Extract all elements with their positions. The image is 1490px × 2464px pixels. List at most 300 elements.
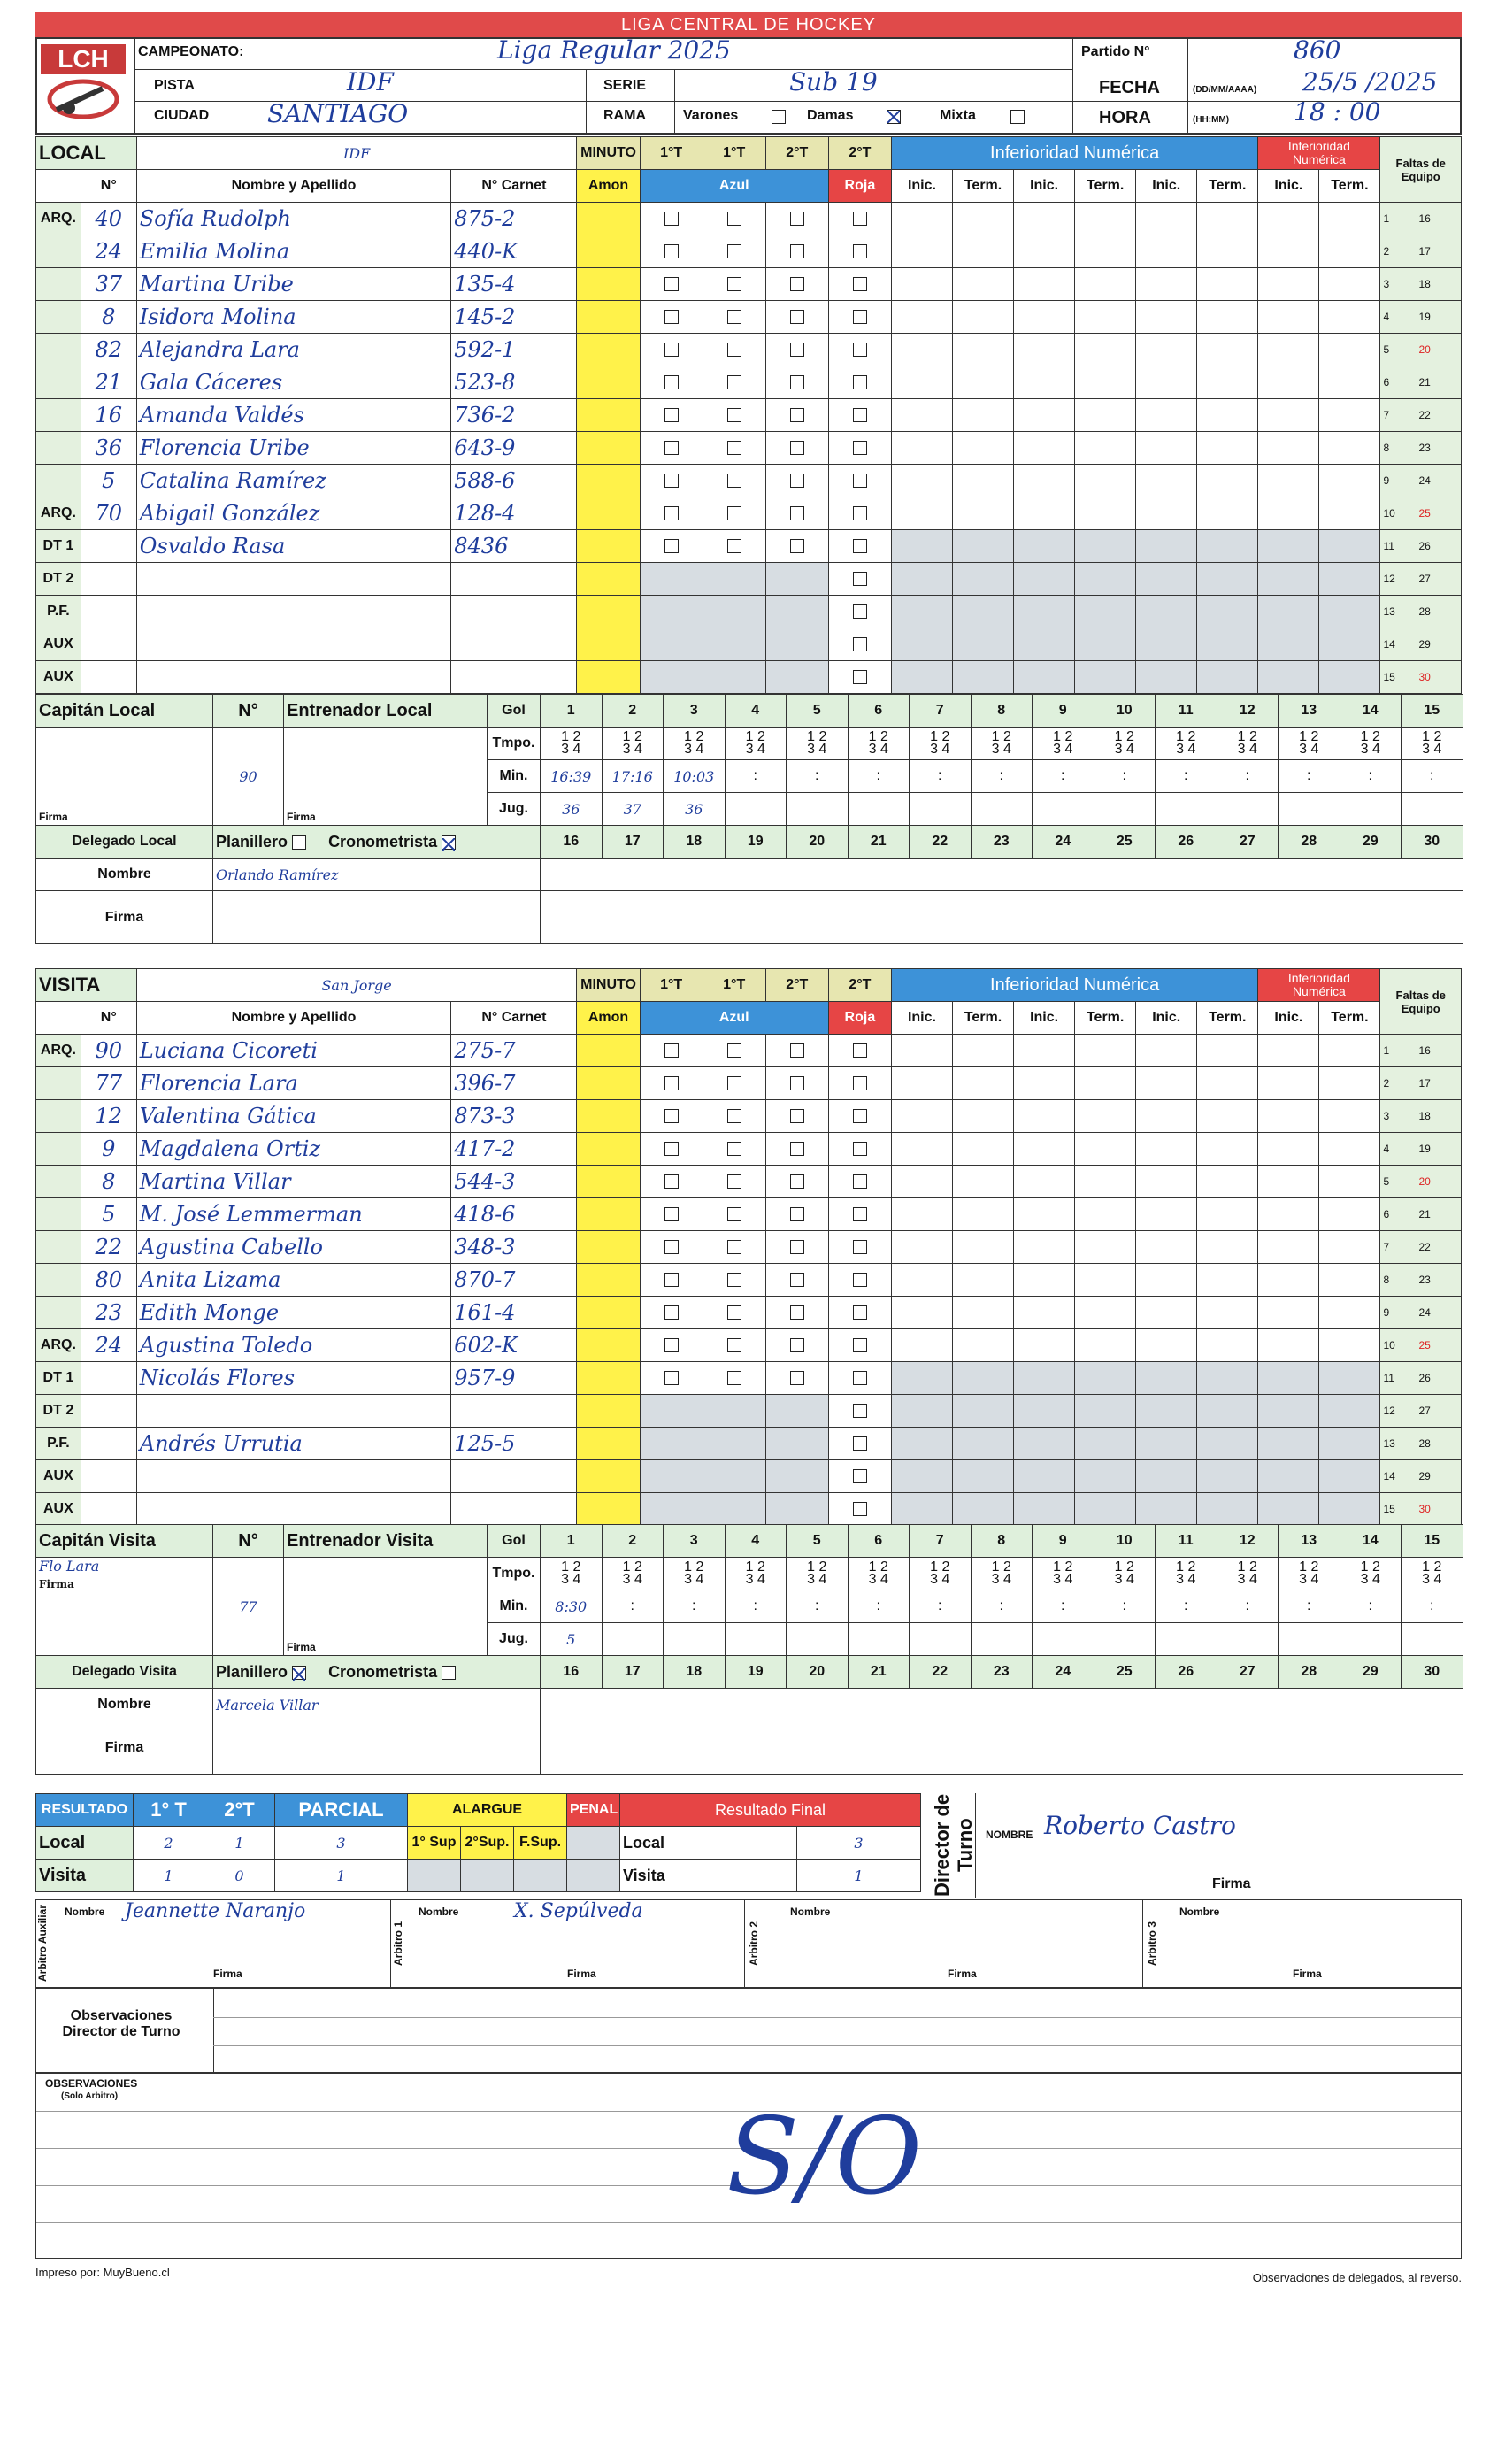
azul-2-checkbox[interactable] [727,1109,741,1123]
visita-team-name: San Jorge [136,969,577,1002]
roja-checkbox[interactable] [853,1109,867,1123]
roja-checkbox[interactable] [853,244,867,258]
roja-checkbox[interactable] [853,1240,867,1254]
azul-1-checkbox[interactable] [664,1174,679,1189]
term-header: Term. [953,170,1014,203]
player-role: ARQ. [36,497,81,530]
check-x-icon [887,111,900,123]
player-carnet: 523-8 [451,366,577,399]
varones-label: Varones [683,108,739,123]
capitan-local-label: Capitán Local [36,695,213,728]
azul-1-checkbox[interactable] [664,1305,679,1320]
arbitro-1-nombre-label: Nombre [419,1906,459,1918]
tmpo-label: Tmpo. [488,1558,541,1590]
visita-section [35,968,1462,1526]
player-role [36,268,81,301]
player-row: P.F. 13 28 [36,596,1462,628]
local-t2-score: 1 [204,1827,275,1860]
pista-label: PISTA [154,78,195,93]
cronometrista-label: Cronometrista [328,832,438,851]
player-number: 8 [81,301,136,334]
azul-2-checkbox[interactable] [727,441,741,455]
player-role: AUX [36,1460,81,1493]
azul-1-checkbox[interactable] [664,375,679,389]
capitan-num-header: N° [213,695,284,728]
player-row: 16 Amanda Valdés 736-2 7 22 [36,399,1462,432]
num-header: N° [81,1002,136,1035]
azul-1-checkbox[interactable] [664,244,679,258]
partido-label: Partido N° [1081,44,1150,59]
min-label: Min. [488,760,541,793]
fecha-format: (DD/MM/AAAA) [1193,85,1257,95]
term-header: Term. [953,1002,1014,1035]
azul-2-checkbox[interactable] [727,1076,741,1090]
player-row: 80 Anita Lizama 870-7 8 23 [36,1264,1462,1297]
local-goal-jug-1: 36 [541,793,603,826]
local-t2b-col: 2°T [828,137,891,170]
varones-checkbox[interactable] [772,110,786,124]
player-number: 82 [81,334,136,366]
player-row: DT 2 12 27 [36,1395,1462,1428]
player-row: 82 Alejandra Lara 592-1 5 20 [36,334,1462,366]
player-role [36,1198,81,1231]
faltas-header: Faltas de Equipo [1380,137,1462,203]
roja-checkbox[interactable] [853,1436,867,1451]
local-goal-min-1: 16:39 [541,760,603,793]
arbitro-aux-firma: Firma [213,1967,242,1980]
cronometrista-checkbox[interactable] [442,1666,456,1680]
azul-2-checkbox[interactable] [727,375,741,389]
azul-1-checkbox[interactable] [664,310,679,324]
inic-header: Inic. [1258,170,1319,203]
visita-t2-col: 2°T [765,969,828,1002]
player-role: DT 1 [36,1362,81,1395]
azul-1-checkbox[interactable] [664,539,679,553]
local-goal-min-2: 17:16 [602,760,664,793]
roja-checkbox[interactable] [853,637,867,651]
local-t1-col: 1°T [640,137,703,170]
hora-value: 18 : 00 [1294,97,1381,127]
azul-2-checkbox[interactable] [727,1207,741,1221]
player-role: DT 2 [36,563,81,596]
roja-checkbox[interactable] [853,1305,867,1320]
inferioridad-red-header: Inferioridad Numérica [1258,969,1380,1002]
player-carnet [451,563,577,596]
player-role [36,1166,81,1198]
azul-1-checkbox[interactable] [664,408,679,422]
entrenador-visita-label: Entrenador Visita [284,1525,488,1558]
player-role: DT 2 [36,1395,81,1428]
azul-2-checkbox[interactable] [727,506,741,520]
player-name: Agustina Toledo [136,1329,451,1362]
azul-1-checkbox[interactable] [664,474,679,488]
player-carnet [451,1395,577,1428]
player-name: Amanda Valdés [136,399,451,432]
player-name: M. José Lemmerman [136,1198,451,1231]
player-carnet: 873-3 [451,1100,577,1133]
visita-label: VISITA [36,969,137,1002]
azul-2-checkbox[interactable] [727,1338,741,1352]
score-sheet [35,12,1462,2284]
player-row: AUX 14 29 [36,1460,1462,1493]
roja-checkbox[interactable] [853,1502,867,1516]
azul-2-checkbox[interactable] [727,1240,741,1254]
minuto-label: MINUTO [577,137,640,170]
player-row: 5 Catalina Ramírez 588-6 9 24 [36,465,1462,497]
player-number [81,1395,136,1428]
roja-checkbox[interactable] [853,1338,867,1352]
inferioridad-header: Inferioridad Numérica [891,137,1257,170]
player-carnet: 592-1 [451,334,577,366]
azul-3-checkbox[interactable] [790,343,804,357]
roja-checkbox[interactable] [853,474,867,488]
player-row: P.F. Andrés Urrutia 125-5 13 28 [36,1428,1462,1460]
arbitro-2-firma: Firma [948,1967,977,1980]
player-role: AUX [36,661,81,694]
player-role [36,301,81,334]
serie-label: SERIE [603,78,647,93]
final-visita-label: Visita [620,1860,797,1892]
player-carnet: 602-K [451,1329,577,1362]
player-number: 90 [81,1035,136,1067]
final-local-label: Local [620,1827,797,1860]
azul-1-checkbox[interactable] [664,277,679,291]
player-name [136,563,451,596]
player-number [81,1428,136,1460]
damas-checkbox[interactable] [887,110,901,124]
player-row: ARQ. 40 Sofía Rudolph 875-2 1 16 [36,203,1462,235]
visita-capitan-num: 77 [213,1558,284,1656]
roja-checkbox[interactable] [853,1371,867,1385]
azul-1-checkbox[interactable] [664,343,679,357]
player-name: Alejandra Lara [136,334,451,366]
azul-1-checkbox[interactable] [664,1043,679,1058]
player-name: Martina Uribe [136,268,451,301]
azul-3-checkbox[interactable] [790,1109,804,1123]
roja-checkbox[interactable] [853,604,867,619]
azul-3-checkbox[interactable] [790,1273,804,1287]
player-row: 8 Martina Villar 544-3 5 20 [36,1166,1462,1198]
azul-3-checkbox[interactable] [790,375,804,389]
planillero-checkbox[interactable] [292,1666,306,1680]
gol-header: Gol [488,1525,541,1558]
campeonato-value: Liga Regular 2025 [497,35,731,65]
resultado-parcial-header: PARCIAL [275,1794,408,1827]
azul-3-checkbox[interactable] [790,1240,804,1254]
roja-checkbox[interactable] [853,408,867,422]
player-role [36,366,81,399]
league-title: LIGA CENTRAL DE HOCKEY [35,12,1462,37]
local-parcial-score: 3 [275,1827,408,1860]
player-name: Gala Cáceres [136,366,451,399]
player-row: DT 1 Nicolás Flores 957-9 11 26 [36,1362,1462,1395]
header-box [35,37,1462,135]
roja-checkbox[interactable] [853,539,867,553]
arbitro-1-label: Arbitro 1 [392,1921,404,1967]
roja-checkbox[interactable] [853,441,867,455]
roja-checkbox[interactable] [853,1076,867,1090]
term-header: Term. [1319,170,1380,203]
observaciones-director-label: Observaciones Director de Turno [62,2008,180,2039]
player-name: Florencia Uribe [136,432,451,465]
check-x-icon [293,1668,305,1681]
player-name: Florencia Lara [136,1067,451,1100]
azul-1-checkbox[interactable] [664,441,679,455]
minuto-label: MINUTO [577,969,640,1002]
player-row: 24 Emilia Molina 440-K 2 17 [36,235,1462,268]
mixta-checkbox[interactable] [1010,110,1025,124]
player-number: 9 [81,1133,136,1166]
player-carnet: 8436 [451,530,577,563]
inic-header: Inic. [1136,170,1197,203]
arbitro-1-firma: Firma [567,1967,596,1980]
player-carnet [451,661,577,694]
azul-3-checkbox[interactable] [790,1043,804,1058]
roja-header: Roja [828,170,891,203]
azul-2-checkbox[interactable] [727,1371,741,1385]
roja-checkbox[interactable] [853,212,867,226]
player-name: Osvaldo Rasa [136,530,451,563]
player-row: 21 Gala Cáceres 523-8 6 21 [36,366,1462,399]
player-carnet [451,628,577,661]
min-label: Min. [488,1590,541,1623]
director-firma-label: Firma [1212,1876,1251,1891]
player-number [81,530,136,563]
observaciones-arbitro-label: OBSERVACIONES [45,2077,138,2090]
final-visita-score: 1 [797,1860,921,1892]
azul-2-checkbox[interactable] [727,1043,741,1058]
roja-checkbox[interactable] [853,310,867,324]
player-role: P.F. [36,1428,81,1460]
player-name: Anita Lizama [136,1264,451,1297]
azul-3-checkbox[interactable] [790,1076,804,1090]
azul-2-checkbox[interactable] [727,474,741,488]
player-role: ARQ. [36,1329,81,1362]
local-roster-table [35,136,1462,694]
player-name [136,628,451,661]
player-name: Andrés Urrutia [136,1428,451,1460]
carnet-header: N° Carnet [451,170,577,203]
azul-2-checkbox[interactable] [727,212,741,226]
player-row: 23 Edith Monge 161-4 9 24 [36,1297,1462,1329]
local-goal-jug-2: 37 [602,793,664,826]
director-label: Director de Turno [931,1793,976,1898]
resultado-section [35,1793,1462,1898]
arbitro-2-label: Arbitro 2 [748,1921,760,1967]
player-name [136,1395,451,1428]
arbitros-section [35,1899,1462,1988]
player-carnet: 875-2 [451,203,577,235]
visita-t1-col: 1°T [640,969,703,1002]
azul-3-checkbox[interactable] [790,1142,804,1156]
roja-checkbox[interactable] [853,1043,867,1058]
azul-2-checkbox[interactable] [727,539,741,553]
player-row: 36 Florencia Uribe 643-9 8 23 [36,432,1462,465]
planillero-checkbox[interactable] [292,835,306,850]
cronometrista-checkbox[interactable] [442,835,456,850]
player-row: AUX 15 30 [36,1493,1462,1526]
local-label: LOCAL [36,137,137,170]
azul-3-checkbox[interactable] [790,212,804,226]
num-header: N° [81,170,136,203]
azul-1-checkbox[interactable] [664,1076,679,1090]
player-name: Agustina Cabello [136,1231,451,1264]
term-header: Term. [1197,170,1258,203]
azul-1-checkbox[interactable] [664,1240,679,1254]
roja-checkbox[interactable] [853,277,867,291]
footer-left: Impreso por: MuyBueno.cl [35,2266,170,2279]
faltas-header: Faltas de Equipo [1380,969,1462,1035]
player-number: 70 [81,497,136,530]
player-row: 22 Agustina Cabello 348-3 7 22 [36,1231,1462,1264]
roja-checkbox[interactable] [853,1174,867,1189]
player-carnet: 870-7 [451,1264,577,1297]
azul-2-checkbox[interactable] [727,1305,741,1320]
player-row: 37 Martina Uribe 135-4 3 18 [36,268,1462,301]
player-number [81,1362,136,1395]
player-number [81,563,136,596]
roja-checkbox[interactable] [853,1469,867,1483]
azul-1-checkbox[interactable] [664,1338,679,1352]
roja-checkbox[interactable] [853,670,867,684]
player-row: ARQ. 90 Luciana Cicoreti 275-7 1 16 [36,1035,1462,1067]
azul-header: Azul [640,1002,828,1035]
azul-3-checkbox[interactable] [790,310,804,324]
arbitro-3-label: Arbitro 3 [1146,1921,1158,1967]
azul-2-checkbox[interactable] [727,1142,741,1156]
resultado-final-header: Resultado Final [620,1794,921,1827]
player-number [81,1493,136,1526]
player-number: 24 [81,235,136,268]
azul-3-checkbox[interactable] [790,277,804,291]
roja-checkbox[interactable] [853,1207,867,1221]
azul-2-checkbox[interactable] [727,1174,741,1189]
azul-3-checkbox[interactable] [790,474,804,488]
player-carnet: 643-9 [451,432,577,465]
azul-3-checkbox[interactable] [790,1371,804,1385]
azul-2-checkbox[interactable] [727,408,741,422]
planillero-label: Planillero [216,1662,288,1681]
entrenador-firma-label: Firma [287,1641,316,1653]
player-number [81,628,136,661]
roja-checkbox[interactable] [853,375,867,389]
player-name: Valentina Gática [136,1100,451,1133]
observaciones-sin-observaciones: S/O [726,2096,923,2219]
azul-2-checkbox[interactable] [727,343,741,357]
entrenador-firma-label: Firma [287,811,316,823]
gol-header: Gol [488,695,541,728]
azul-1-checkbox[interactable] [664,506,679,520]
observaciones-director [35,1988,1462,2073]
roja-checkbox[interactable] [853,1273,867,1287]
local-goals-section: Capitán Local N° Entrenador Local Gol 1 2 3 4 5 6 7 8 9 10 11 12 13 14 15 Firma 90 Firma Tmpo. 1 2 3 4 1 2 3 4 1 2 3 4 1 2 3 4 1 2 3 4 1 2 3 4 1 2 3 4 1 2 3 4 1 2 3 4 1 2 3 4 1 2 3 4 1 2 3 4 1 2 3 4 1 2 3 4 1 2 3 4 Min. 16:39 17:16 10:03 : : : : : : : : : : : : Jug. 36 37 36 Delegado Local Planillero Cronometrista 16 17 18 19 20 21 22 23 24 25 26 27 28 29 30 Nombre Orlando Ramírez Firma [35,694,1462,944]
inferioridad-header: Inferioridad Numérica [891,969,1257,1002]
player-number [81,1460,136,1493]
visita-t2b-col: 2°T [828,969,891,1002]
player-carnet: 957-9 [451,1362,577,1395]
player-carnet: 275-7 [451,1035,577,1067]
inferioridad-red-header: Inferioridad Numérica [1258,137,1380,170]
local-t1b-col: 1°T [703,137,765,170]
azul-1-checkbox[interactable] [664,1207,679,1221]
player-number: 8 [81,1166,136,1198]
azul-1-checkbox[interactable] [664,1371,679,1385]
azul-3-checkbox[interactable] [790,1207,804,1221]
rama-label: RAMA [603,108,646,123]
visita-t1-score: 1 [134,1860,204,1892]
inic-header: Inic. [1014,170,1075,203]
player-carnet [451,1460,577,1493]
azul-3-checkbox[interactable] [790,539,804,553]
arbitro-aux-nombre-label: Nombre [65,1906,105,1918]
damas-label: Damas [807,108,854,123]
roja-checkbox[interactable] [853,1142,867,1156]
player-role [36,1100,81,1133]
azul-3-checkbox[interactable] [790,244,804,258]
azul-3-checkbox[interactable] [790,506,804,520]
azul-2-checkbox[interactable] [727,244,741,258]
resultado-visita-label: Visita [36,1860,134,1892]
capitan-visita-label: Capitán Visita [36,1525,213,1558]
azul-1-checkbox[interactable] [664,212,679,226]
roja-checkbox[interactable] [853,1404,867,1418]
resultado-label: RESULTADO [36,1794,134,1827]
player-name [136,1460,451,1493]
azul-3-checkbox[interactable] [790,1174,804,1189]
azul-3-checkbox[interactable] [790,441,804,455]
azul-2-checkbox[interactable] [727,277,741,291]
observaciones-arbitro [35,2073,1462,2259]
player-number: 36 [81,432,136,465]
azul-3-checkbox[interactable] [790,1305,804,1320]
local-delegado-nombre: Orlando Ramírez [213,859,541,891]
player-role: AUX [36,628,81,661]
azul-1-checkbox[interactable] [664,1142,679,1156]
azul-3-checkbox[interactable] [790,1338,804,1352]
roja-checkbox[interactable] [853,572,867,586]
term-header: Term. [1197,1002,1258,1035]
azul-2-checkbox[interactable] [727,1273,741,1287]
roja-checkbox[interactable] [853,343,867,357]
visita-t2-score: 0 [204,1860,275,1892]
azul-1-checkbox[interactable] [664,1109,679,1123]
player-number: 77 [81,1067,136,1100]
hora-format: (HH:MM) [1193,115,1230,125]
azul-2-checkbox[interactable] [727,310,741,324]
azul-3-checkbox[interactable] [790,408,804,422]
azul-header: Azul [640,170,828,203]
roja-checkbox[interactable] [853,506,867,520]
player-carnet: 417-2 [451,1133,577,1166]
local-t2-col: 2°T [765,137,828,170]
fecha-value: 25/5 /2025 [1302,67,1438,96]
player-row: AUX 15 30 [36,661,1462,694]
director-nombre: Roberto Castro [1044,1811,1236,1840]
carnet-header: N° Carnet [451,1002,577,1035]
visita-goals-section: Capitán Visita N° Entrenador Visita Gol 1 2 3 4 5 6 7 8 9 10 11 12 13 14 15 Flo Lara Firma 77 Firma Tmpo. 1 2 3 4 1 2 3 4 1 2 3 4 1 2 3 4 1 2 3 4 1 2 3 4 1 2 3 4 1 2 3 4 1 2 3 4 1 2 3 4 1 2 3 4 1 2 3 4 1 2 3 4 1 2 3 4 1 2 3 4 Min. 8:30 : : : : : : : : : : : : : : Jug. 5 Delegado Visita Planillero Cronometrista 16 17 18 19 20 21 22 23 24 25 26 27 28 29 30 Nombre Marcela Villar Firma [35,1524,1462,1775]
arbitro-auxiliar-label: Arbitro Auxiliar [36,1905,49,1983]
player-carnet [451,1493,577,1526]
amon-header: Amon [577,1002,640,1035]
player-role: AUX [36,1493,81,1526]
delegado-firma-label: Firma [36,1721,213,1775]
director-nombre-label: NOMBRE [986,1829,1033,1841]
player-role [36,235,81,268]
nombre-header: Nombre y Apellido [136,170,451,203]
player-role: P.F. [36,596,81,628]
azul-1-checkbox[interactable] [664,1273,679,1287]
player-role: ARQ. [36,203,81,235]
